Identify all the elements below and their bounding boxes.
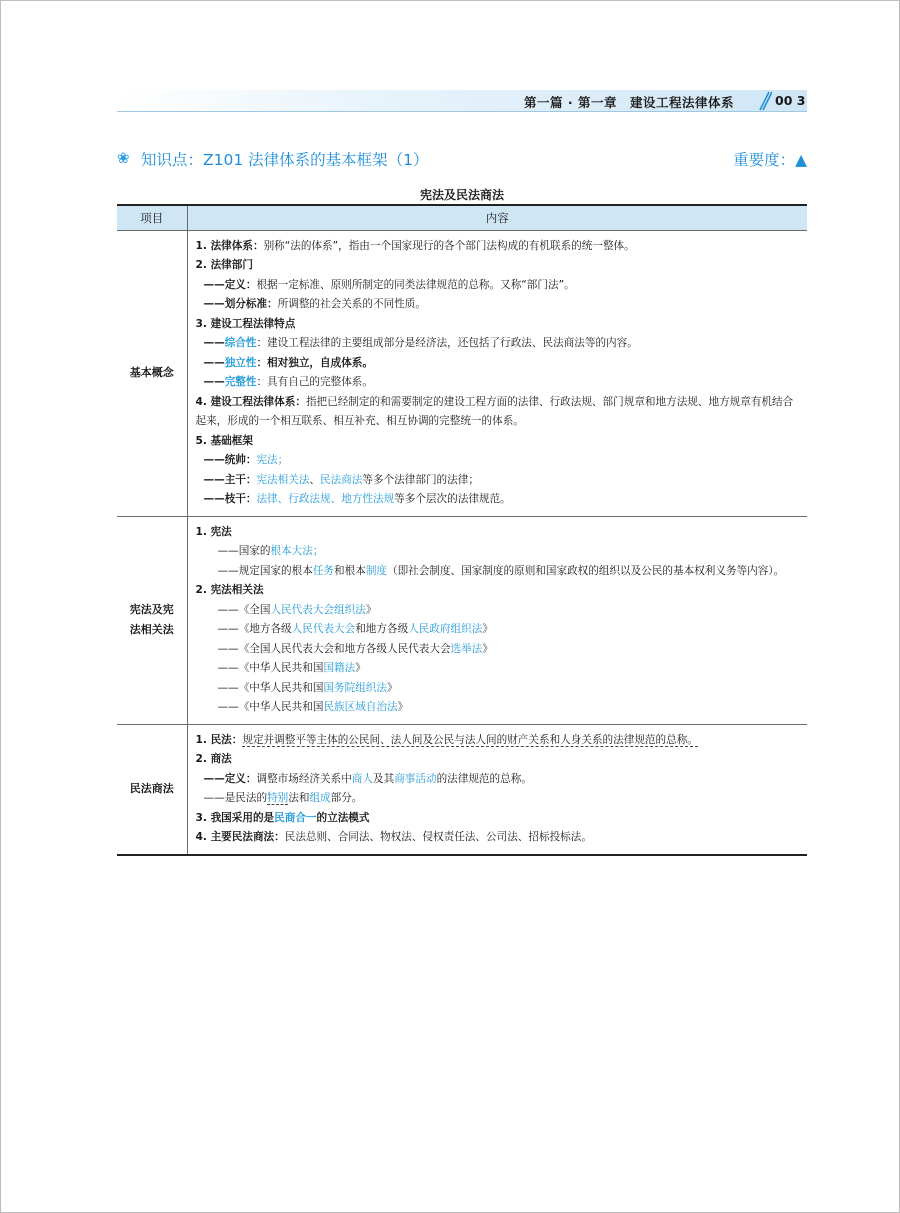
text-segment: 和地方各级 <box>355 623 409 635</box>
content-line <box>196 542 802 562</box>
highlighted-term: 国务院组织法 <box>323 681 387 694</box>
content-line <box>196 256 802 276</box>
table-row <box>117 230 807 516</box>
content-line <box>196 373 802 393</box>
content-line <box>196 640 802 660</box>
content-line <box>196 295 802 315</box>
text-segment: ——规定国家的根本 <box>217 564 313 577</box>
content-line <box>196 451 802 471</box>
highlighted-term: 制度 <box>365 564 387 577</box>
content-line <box>196 432 802 452</box>
text-segment: 的法律规范的总称。 <box>436 772 532 785</box>
text-segment: 部分。 <box>330 792 363 804</box>
highlighted-term: 独立性 <box>224 356 257 369</box>
knowledge-table <box>117 204 807 856</box>
highlighted-term: 特别 <box>267 792 289 804</box>
text-segment: 指把已经制定的和需要制定的建设工程方面的法律、行政法规、部门规章和地方法规、地方规章有机结合起来，形成的一个相互联系、相互补充、相互协调的完整统一的体系。 <box>195 395 794 427</box>
text-segment: —— <box>203 356 225 369</box>
text-segment: 规定并调整平等主体的公民间、法人间及公民与法人间的财产关系和人身关系的法律规范的总称。 <box>242 733 698 746</box>
row-content <box>187 516 807 724</box>
highlighted-term: 人民政府组织法 <box>408 623 483 635</box>
text-segment: 4. 建设工程法律体系： <box>195 395 306 408</box>
text-segment: 根据一定标准、原则所制定的同类法律规范的总称。又称“部门法”。 <box>256 278 575 291</box>
content-line <box>196 471 802 491</box>
text-segment: 4. 主要民法商法： <box>195 831 285 843</box>
text-segment: 所调整的社会关系的不同性质。 <box>277 298 426 310</box>
highlighted-term: 组成 <box>309 792 331 804</box>
highlighted-term: 民族区域自治法 <box>323 701 398 713</box>
text-segment: ——《全国人民代表大会和地方各级人民代表大会 <box>217 642 451 655</box>
text-segment: ：具有自己的完整体系。 <box>256 376 373 388</box>
content-line <box>196 809 802 829</box>
text-segment: ：建设工程法律的主要组成部分是经济法，还包括了行政法、民法商法等的内容。 <box>256 337 638 349</box>
highlighted-term: 民法商法 <box>320 473 363 486</box>
text-segment: ——统帅： <box>203 454 257 466</box>
table-row <box>117 724 807 855</box>
table-body <box>117 230 807 855</box>
text-segment: ：相对独立，自成体系。 <box>256 356 373 369</box>
text-segment: ——主干： <box>203 473 257 486</box>
content-line <box>196 659 802 679</box>
content-line <box>196 237 802 257</box>
text-segment: ——国家的 <box>217 545 271 557</box>
knowledge-point-title: 知识点：Z101 法律体系的基本框架（1） <box>141 151 429 169</box>
text-segment: 1. 宪法 <box>195 525 232 538</box>
text-segment: ——《全国 <box>217 603 271 616</box>
flower-icon: ❀ <box>117 149 130 167</box>
text-segment: 》 <box>397 701 409 713</box>
text-segment: 等多个层次的法律规范。 <box>394 493 511 505</box>
text-segment: ——划分标准： <box>203 298 278 310</box>
content-line <box>196 601 802 621</box>
highlighted-term: 商事活动 <box>394 772 437 785</box>
row-item-label: 基本概念 <box>117 230 187 516</box>
text-segment: 3. 我国采用的是 <box>195 811 275 824</box>
content-line <box>196 334 802 354</box>
content-line <box>196 698 802 718</box>
text-segment: 5. 基础框架 <box>195 434 253 447</box>
text-segment: —— <box>203 376 225 388</box>
highlighted-term: 人民代表大会 <box>291 623 356 635</box>
header-rule <box>117 111 807 112</box>
text-segment: 及其 <box>373 772 395 785</box>
table-row <box>117 516 807 724</box>
text-segment: ——定义： <box>203 772 257 785</box>
highlighted-term: 民商合一 <box>274 811 317 824</box>
content-line <box>196 679 802 699</box>
content-line <box>196 562 802 582</box>
page-number: 00 3 <box>775 93 806 108</box>
text-segment: 1. 法律体系： <box>195 239 264 252</box>
highlighted-term: 宪法； <box>256 454 289 466</box>
content-line <box>196 315 802 335</box>
highlighted-term: 综合性 <box>224 337 257 349</box>
content-line <box>196 770 802 790</box>
table-header-row <box>117 205 807 230</box>
column-header-content: 内容 <box>187 205 807 230</box>
text-segment: 》 <box>482 642 493 655</box>
text-segment: ——《中华人民共和国 <box>217 662 324 674</box>
text-segment: 调整市场经济关系中 <box>256 772 352 785</box>
content-line <box>196 750 802 770</box>
text-segment: 1. 民法： <box>195 733 243 746</box>
text-segment: 别称“法的体系”，指由一个国家现行的各个部门法构成的有机联系的统一整体。 <box>263 239 635 252</box>
column-header-item: 项目 <box>117 205 187 230</box>
row-content <box>187 230 807 516</box>
highlighted-term: 根本大法； <box>270 545 324 557</box>
content-line <box>196 581 802 601</box>
content-line <box>196 620 802 640</box>
text-segment: 2. 法律部门 <box>195 259 253 271</box>
highlighted-term: 人民代表大会组织法 <box>270 603 366 616</box>
text-segment: ——枝干： <box>203 493 257 505</box>
content-line <box>196 731 802 751</box>
text-segment: 》 <box>387 681 398 694</box>
row-content <box>187 724 807 855</box>
text-segment: ——《中华人民共和国 <box>217 701 324 713</box>
text-segment: 和根本 <box>334 564 366 577</box>
content-line <box>196 354 802 374</box>
text-segment: ——是民法的 <box>203 792 268 804</box>
highlighted-term: 宪法相关法 <box>256 473 310 486</box>
highlighted-term: 国籍法 <box>323 662 356 674</box>
text-segment: 》 <box>355 662 366 674</box>
header-divider-icon <box>758 91 772 111</box>
highlighted-term: 完整性 <box>224 376 257 388</box>
content-line <box>196 523 802 543</box>
content-line <box>196 490 802 510</box>
row-item-label: 民法商法 <box>117 724 187 855</box>
text-segment: 2. 宪法相关法 <box>195 584 264 596</box>
text-segment: 》 <box>482 623 493 635</box>
table-caption: 宪法及民法商法 <box>419 188 504 202</box>
knowledge-point-heading <box>117 148 807 170</box>
text-segment: ——《中华人民共和国 <box>217 681 324 694</box>
text-segment: 的立法模式 <box>316 811 370 824</box>
text-segment: ——定义： <box>203 278 257 291</box>
text-segment: ——《地方各级 <box>217 623 292 635</box>
text-segment: 3. 建设工程法律特点 <box>195 317 296 330</box>
text-segment: 法和 <box>288 792 310 804</box>
text-segment: 2. 商法 <box>195 753 232 765</box>
text-segment: 等多个法律部门的法律； <box>362 473 479 486</box>
content-line <box>196 393 802 432</box>
content-line <box>196 276 802 296</box>
highlighted-term: 选举法 <box>450 642 483 655</box>
importance-rating: 重要度：▲ <box>733 151 807 169</box>
row-item-label: 宪法及宪法相关法 <box>117 516 187 724</box>
text-segment: 、 <box>309 473 321 486</box>
text-segment: 民法总则、合同法、物权法、侵权责任法、公司法、招标投标法。 <box>284 831 592 843</box>
text-segment: —— <box>203 337 225 349</box>
content-line <box>196 789 802 809</box>
highlighted-term: 商人 <box>351 772 373 785</box>
text-segment: （即社会制度、国家制度的原则和国家政权的组织以及公民的基本权利义务等内容）。 <box>387 564 785 577</box>
highlighted-term: 任务 <box>312 564 335 577</box>
content-line <box>196 828 802 848</box>
highlighted-term: 法律、行政法规、地方性法规 <box>256 493 395 505</box>
text-segment: 》 <box>365 603 377 616</box>
chapter-title: 第一篇 · 第一章 建设工程法律体系 <box>524 95 734 110</box>
